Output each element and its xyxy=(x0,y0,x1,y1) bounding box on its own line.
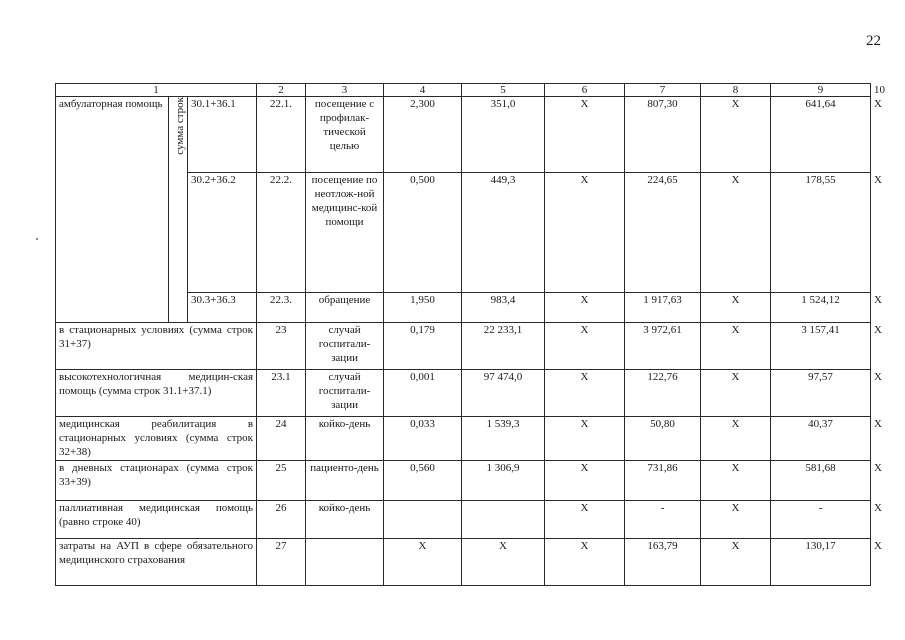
value-cell: X xyxy=(701,173,771,293)
header-cell: 5 xyxy=(462,84,545,97)
table-row: медицинская реабилитация в стационарных условиях (сумма строк 32+38) 24 койко-день 0,033 1 539,3 X 50,80 X 40,37 X xyxy=(56,417,871,461)
value-cell: X xyxy=(545,293,625,323)
header-cell: 7 xyxy=(625,84,701,97)
unit-cell xyxy=(306,539,384,586)
value-cell: 1 306,9 xyxy=(462,461,545,501)
header-cell: 2 xyxy=(257,84,306,97)
code-cell: 23.1 xyxy=(257,370,306,417)
value-cell: 122,76 xyxy=(625,370,701,417)
scan-speck xyxy=(36,238,38,240)
value-cell: 50,80 xyxy=(625,417,701,461)
value-cell: 0,033 xyxy=(384,417,462,461)
code-cell: 23 xyxy=(257,323,306,370)
value-cell: X xyxy=(701,417,771,461)
unit-cell: койко-день xyxy=(306,417,384,461)
value-cell: 224,65 xyxy=(625,173,701,293)
value-cell: 22 233,1 xyxy=(462,323,545,370)
unit-cell: случай госпитали-зации xyxy=(306,370,384,417)
unit-cell: койко-день xyxy=(306,501,384,539)
value-cell: X xyxy=(701,97,771,173)
value-cell: 731,86 xyxy=(625,461,701,501)
header-cell: 1 xyxy=(56,84,257,97)
table-row: высокотехнологичная медицин-ская помощь (сумма строк 31.1+37.1) 23.1 случай госпитали-зации 0,001 97 474,0 X 122,76 X 97,57 X xyxy=(56,370,871,417)
value-cell: - xyxy=(625,501,701,539)
value-cell: X xyxy=(701,370,771,417)
value-cell: 40,37 xyxy=(771,417,871,461)
sum-label-cell xyxy=(169,97,188,323)
value-cell: - xyxy=(771,501,871,539)
formula-cell: 30.1+36.1 xyxy=(188,97,257,173)
value-cell: X xyxy=(545,417,625,461)
code-cell: 24 xyxy=(257,417,306,461)
value-cell: 449,3 xyxy=(462,173,545,293)
table-row: в дневных стационарах (сумма строк 33+39) 25 пациенто-день 0,560 1 306,9 X 731,86 X 581,68 X xyxy=(56,461,871,501)
value-cell: 581,68 xyxy=(771,461,871,501)
value-cell: X xyxy=(384,539,462,586)
unit-cell: посещение с профилак-тической целью xyxy=(306,97,384,173)
value-cell: 807,30 xyxy=(625,97,701,173)
unit-cell: обращение xyxy=(306,293,384,323)
table-row: в стационарных условиях (сумма строк 31+37) 23 случай госпитали-зации 0,179 22 233,1 X 3 972,61 X 3 157,41 X xyxy=(56,323,871,370)
value-cell: 0,560 xyxy=(384,461,462,501)
code-cell: 22.2. xyxy=(257,173,306,293)
value-cell: 3 972,61 xyxy=(625,323,701,370)
code-cell: 25 xyxy=(257,461,306,501)
value-cell: 0,500 xyxy=(384,173,462,293)
value-cell: X xyxy=(701,539,771,586)
value-cell xyxy=(462,501,545,539)
value-cell: 130,17 xyxy=(771,539,871,586)
code-cell: 22.1. xyxy=(257,97,306,173)
value-cell: 0,001 xyxy=(384,370,462,417)
unit-cell: пациенто-день xyxy=(306,461,384,501)
code-cell: 27 xyxy=(257,539,306,586)
value-cell: 178,55 xyxy=(771,173,871,293)
row-label: амбулаторная помощь xyxy=(56,97,169,323)
code-cell: 26 xyxy=(257,501,306,539)
row-label: в дневных стационарах (сумма строк 33+39) xyxy=(56,461,257,501)
value-cell xyxy=(384,501,462,539)
value-cell: 1,950 xyxy=(384,293,462,323)
row-label: медицинская реабилитация в стационарных условиях (сумма строк 32+38) xyxy=(56,417,257,461)
page-number: 22 xyxy=(866,33,881,49)
value-cell: X xyxy=(545,501,625,539)
code-cell: 22.3. xyxy=(257,293,306,323)
unit-cell: случай госпитали-зации xyxy=(306,323,384,370)
value-cell: 163,79 xyxy=(625,539,701,586)
value-cell: X xyxy=(701,293,771,323)
value-cell: X xyxy=(545,370,625,417)
data-table xyxy=(55,83,886,586)
value-cell: 2,300 xyxy=(384,97,462,173)
unit-cell: посещение по неотлож-ной медицинс-кой помощи xyxy=(306,173,384,293)
row-label: затраты на АУП в сфере обязательного медицинского страхования xyxy=(56,539,257,586)
value-cell: 1 917,63 xyxy=(625,293,701,323)
value-cell: X xyxy=(545,323,625,370)
value-cell: 97 474,0 xyxy=(462,370,545,417)
value-cell: 1 539,3 xyxy=(462,417,545,461)
value-cell: 3 157,41 xyxy=(771,323,871,370)
formula-cell: 30.2+36.2 xyxy=(188,173,257,293)
header-cell: 8 xyxy=(701,84,771,97)
table-row: 30.3+36.3 22.3. обращение 1,950 983,4 X 1 917,63 X 1 524,12 X xyxy=(56,293,871,323)
value-cell: 351,0 xyxy=(462,97,545,173)
value-cell: 983,4 xyxy=(462,293,545,323)
value-cell: 0,179 xyxy=(384,323,462,370)
header-cell: 6 xyxy=(545,84,625,97)
value-cell: X xyxy=(545,461,625,501)
value-cell: 97,57 xyxy=(771,370,871,417)
value-cell: 641,64 xyxy=(771,97,871,173)
row-label: паллиативная медицинская помощь (равно строке 40) xyxy=(56,501,257,539)
table-row: затраты на АУП в сфере обязательного медицинского страхования 27 X X X 163,79 X 130,17 X xyxy=(56,539,871,586)
header-cell: 4 xyxy=(384,84,462,97)
value-cell: 1 524,12 xyxy=(771,293,871,323)
header-row: 1 2 3 4 5 6 7 8 9 10 xyxy=(56,84,871,97)
header-cell: 9 xyxy=(771,84,871,97)
table-row: 30.2+36.2 22.2. посещение по неотлож-ной медицинс-кой помощи 0,500 449,3 X 224,65 X 178,55 X xyxy=(56,173,871,293)
table-row: амбулаторная помощь сумма строк 30.1+36.1 22.1. посещение с профилак-тической целью 2,300 351,0 X 807,30 X 641,64 X xyxy=(56,97,871,173)
formula-cell: 30.3+36.3 xyxy=(188,293,257,323)
value-cell: X xyxy=(701,323,771,370)
value-cell: X xyxy=(545,539,625,586)
value-cell: X xyxy=(462,539,545,586)
row-label: высокотехнологичная медицин-ская помощь (сумма строк 31.1+37.1) xyxy=(56,370,257,417)
value-cell: X xyxy=(545,97,625,173)
row-label: в стационарных условиях (сумма строк 31+37) xyxy=(56,323,257,370)
table-row: паллиативная медицинская помощь (равно строке 40) 26 койко-день X - X - X xyxy=(56,501,871,539)
value-cell: X xyxy=(545,173,625,293)
value-cell: X xyxy=(701,501,771,539)
value-cell: X xyxy=(701,461,771,501)
sum-label: сумма строк xyxy=(174,97,186,155)
header-cell: 3 xyxy=(306,84,384,97)
